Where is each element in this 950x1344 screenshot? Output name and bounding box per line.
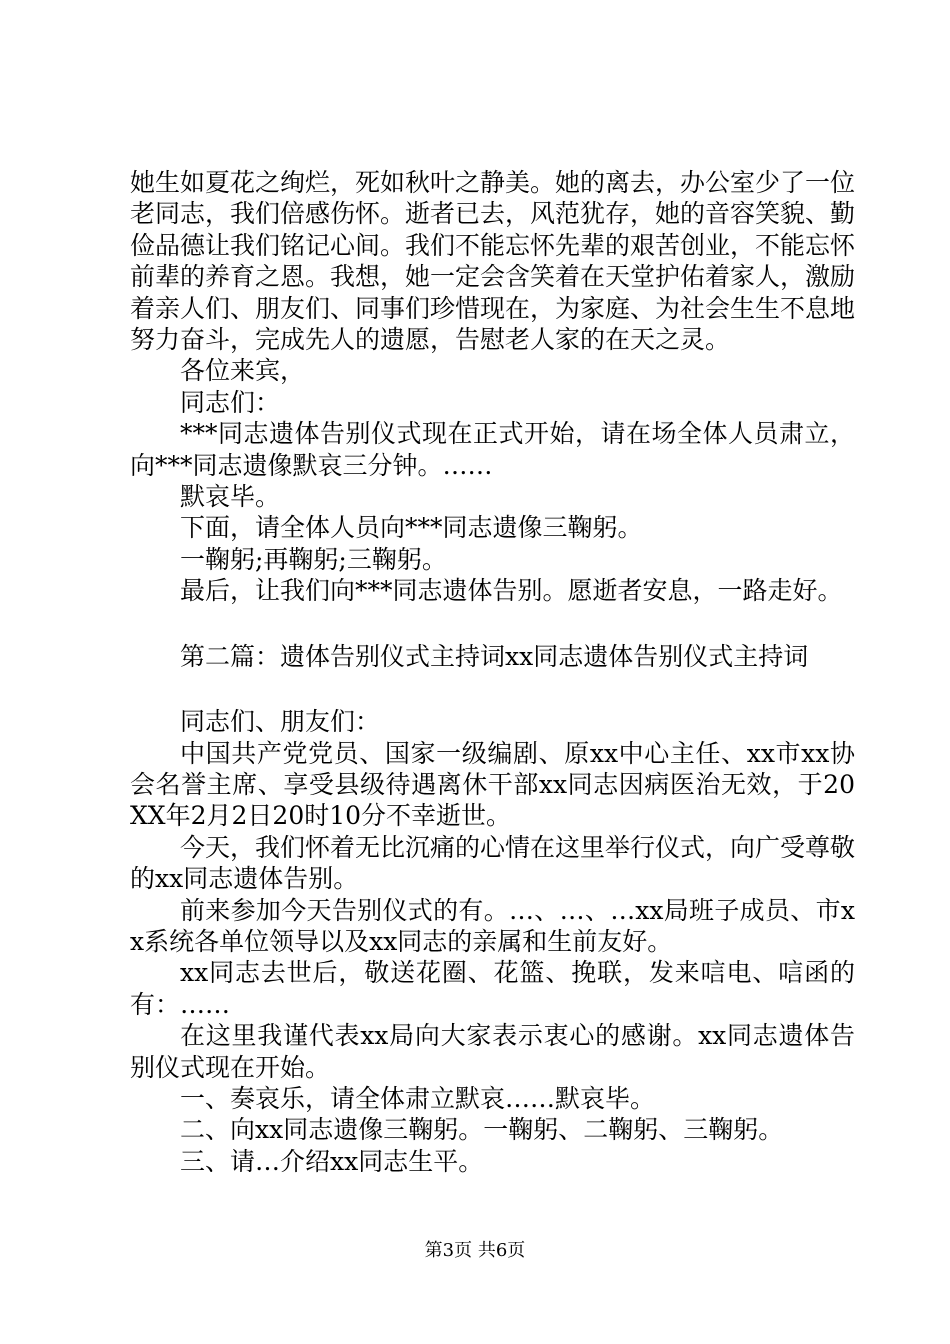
paragraph: 前来参加今天告别仪式的有。…、…、…xx局班子成员、市xx系统各单位领导以及xx同志的亲属和生前友好。	[130, 895, 855, 956]
paragraph: 三、请…介绍xx同志生平。	[180, 1146, 484, 1176]
paragraph: 中国共产党党员、国家一级编剧、原xx中心主任、xx市xx协会名誉主席、享受县级待遇离休干部xx同志因病医治无效，于20XX年2月2日20时10分不幸逝世。	[130, 738, 855, 831]
paragraph: 同志们：	[180, 387, 281, 417]
paragraph-group-after	[130, 706, 855, 1177]
section-heading: 第二篇：遗体告别仪式主持词xx同志遗体告别仪式主持词	[180, 641, 809, 671]
paragraph: 一、奏哀乐，请全体肃立默哀……默哀毕。	[180, 1083, 656, 1113]
paragraph: 今天，我们怀着无比沉痛的心情在这里举行仪式，向广受尊敬的xx同志遗体告别。	[130, 832, 856, 894]
paragraph: 最后，让我们向***同志遗体告别。愿逝者安息，一路走好。	[180, 576, 843, 606]
paragraph: 一鞠躬;再鞠躬;三鞠躬。	[180, 544, 447, 574]
paragraph: 她生如夏花之绚烂，死如秋叶之静美。她的离去，办公室少了一位老同志，我们倍感伤怀。逝者已去，风范犹存，她的音容笑貌、勤俭品德让我们铭记心间。我们不能忘怀先辈的艰苦创业，不能忘怀前辈的养育之恩。我想，她一定会含笑着在天堂护佑着家人，激励着亲人们、朋友们、同事们珍惜现在，为家庭、为社会生生不息地努力奋斗，完成先人的遗愿，告慰老人家的在天之灵。	[130, 168, 856, 355]
paragraph-group-before	[130, 167, 855, 607]
page-number-footer: 第3页 共6页	[424, 1240, 526, 1261]
document-body	[130, 167, 855, 1177]
paragraph: xx同志去世后，敬送花圈、花篮、挽联，发来唁电、唁函的有：……	[130, 958, 855, 1019]
paragraph: 同志们、朋友们：	[180, 707, 381, 737]
paragraph: 各位来宾，	[180, 356, 306, 386]
paragraph: ***同志遗体告别仪式现在正式开始，请在场全体人员肃立，向***同志遗像默哀三分钟。……	[130, 419, 855, 480]
paragraph: 默哀毕。	[180, 482, 281, 512]
paragraph: 二、向xx同志遗像三鞠躬。一鞠躬、二鞠躬、三鞠躬。	[180, 1115, 784, 1145]
paragraph: 在这里我谨代表xx局向大家表示衷心的感谢。xx同志遗体告别仪式现在开始。	[130, 1021, 855, 1082]
paragraph: 下面，请全体人员向***同志遗像三鞠躬。	[180, 513, 643, 543]
